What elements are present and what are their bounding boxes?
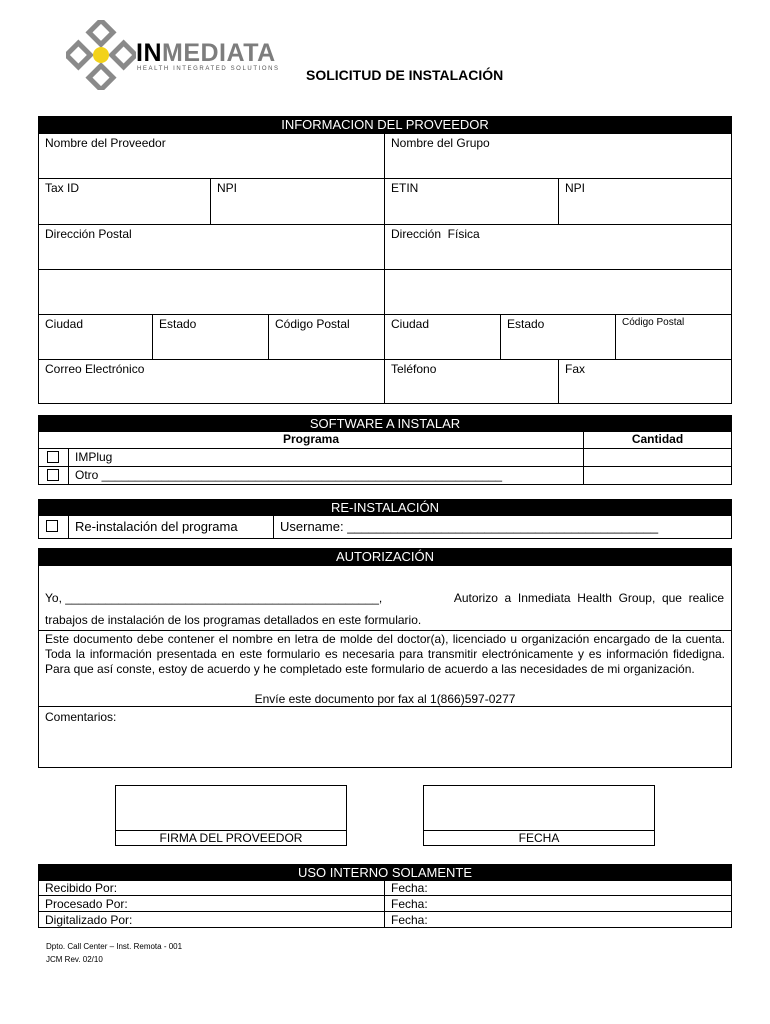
estado-field-left[interactable]: Estado (159, 317, 197, 331)
logo-brand-rest: MEDIATA (162, 39, 276, 67)
logo-brand-in: IN (136, 39, 162, 67)
reinstall-username-field[interactable]: Username: ___________________________________________ (280, 519, 659, 534)
page-title: SOLICITUD DE INSTALACIÓN (306, 67, 504, 83)
auth-line1-right: Autorizo a Inmediata Health Group, que realice (453, 591, 724, 605)
software-col-cantidad: Cantidad (631, 432, 684, 446)
ciudad-field-right[interactable]: Ciudad (391, 317, 430, 331)
fecha-procesado-field[interactable]: Fecha: (391, 897, 428, 911)
internal-section-header: USO INTERNO SOLAMENTE (38, 864, 732, 881)
footer-line-1: Dpto. Call Center – Inst. Remota - 001 (46, 942, 183, 951)
nombre-grupo-field[interactable]: Nombre del Grupo (391, 136, 490, 150)
npi-field-left[interactable]: NPI (217, 181, 238, 195)
telefono-field[interactable]: Teléfono (391, 362, 437, 376)
nombre-proveedor-field[interactable]: Nombre del Proveedor (45, 136, 166, 150)
logo-mark (66, 20, 136, 90)
ciudad-field-left[interactable]: Ciudad (45, 317, 84, 331)
codigo-postal-field-right[interactable]: Código Postal (622, 317, 685, 328)
auth-line1-left[interactable]: Yo, _______________________________________________, (45, 591, 383, 605)
recibido-por-field[interactable]: Recibido Por: (45, 881, 118, 895)
fecha-recibido-field[interactable]: Fecha: (391, 881, 428, 895)
fax-field[interactable]: Fax (565, 362, 586, 376)
auth-notice: Este documento debe contener el nombre en letra de molde del doctor(a), licenciado u organización encargado de la cuenta. Toda la información presentada en este formulario es necesaria para transmitir electrónicamente y es información fidedigna. Para que así conste, estoy de acuerdo y he completado este formulario de acuerdo a las necesidades de mi organización. (45, 632, 725, 676)
auth-fax-line: Envíe este documento por fax al 1(866)597-0277 (254, 692, 516, 706)
implug-label: IMPlug (75, 450, 113, 464)
implug-checkbox[interactable] (47, 451, 59, 463)
otro-label: Otro ____________________________________________________________ (75, 468, 503, 482)
tax-id-field[interactable]: Tax ID (45, 181, 80, 195)
software-section-header: SOFTWARE A INSTALAR (38, 415, 732, 432)
direccion-postal-field[interactable]: Dirección Postal (45, 227, 132, 241)
procesado-por-field[interactable]: Procesado Por: (45, 897, 128, 911)
software-col-programa: Programa (282, 432, 340, 446)
digitalizado-por-field[interactable]: Digitalizado Por: (45, 913, 133, 927)
logo-tagline: HEALTH INTEGRATED SOLUTIONS (137, 66, 280, 72)
npi-field-right[interactable]: NPI (565, 181, 586, 195)
otro-checkbox[interactable] (47, 469, 59, 481)
fecha-digitalizado-field[interactable]: Fecha: (391, 913, 428, 927)
company-logo (66, 20, 280, 90)
correo-electronico-field[interactable]: Correo Electrónico (45, 362, 145, 376)
date-label: FECHA (518, 831, 560, 845)
signature-label: FIRMA DEL PROVEEDOR (159, 831, 303, 845)
comentarios-field[interactable]: Comentarios: (45, 710, 117, 724)
reinstall-section-header: RE-INSTALACIÓN (38, 499, 732, 516)
direccion-fisica-field[interactable]: Dirección Física (391, 227, 480, 241)
auth-line2: trabajos de instalación de los programas detallados en este formulario. (45, 613, 422, 627)
footer-line-2: JCM Rev. 02/10 (46, 955, 103, 964)
provider-section-header: INFORMACION DEL PROVEEDOR (38, 116, 732, 133)
reinstall-checkbox[interactable] (46, 520, 58, 532)
reinstall-program-label: Re-instalación del programa (75, 519, 238, 534)
estado-field-right[interactable]: Estado (507, 317, 545, 331)
codigo-postal-field-left[interactable]: Código Postal (275, 317, 350, 331)
auth-section-header: AUTORIZACIÓN (38, 548, 732, 565)
etin-field[interactable]: ETIN (391, 181, 419, 195)
